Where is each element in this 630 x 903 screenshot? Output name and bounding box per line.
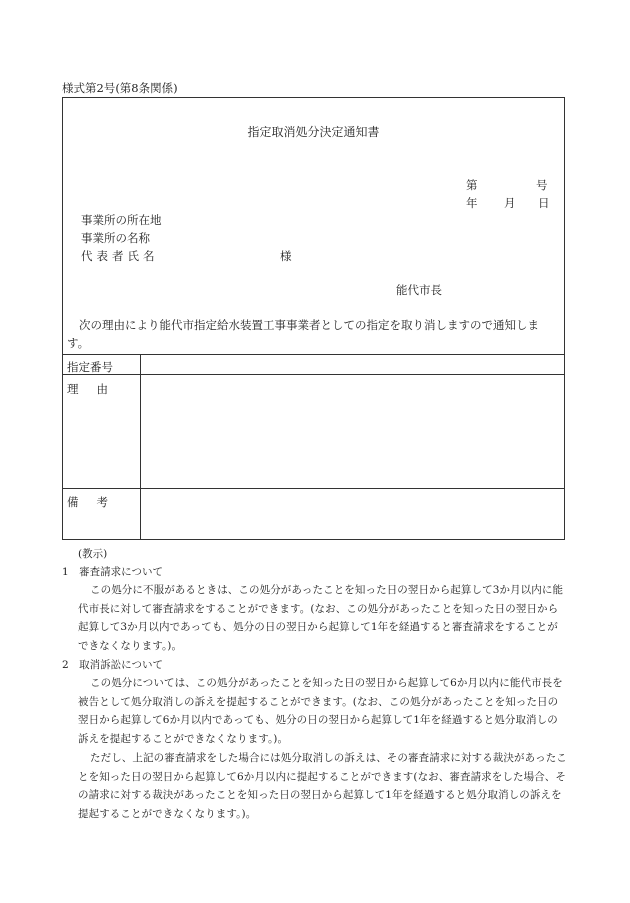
- remarks-label: 備考: [67, 495, 126, 509]
- instructions-heading: (教示): [78, 548, 108, 560]
- table-row-divider: [63, 374, 564, 375]
- notice-body: 次の理由により能代市指定給水装置工事事業者としての指定を取り消しますので通知します。: [67, 318, 539, 350]
- designation-number-label: 指定番号: [67, 360, 113, 374]
- table-top-border: [63, 354, 564, 355]
- form-number: 様式第2号(第8条関係): [62, 81, 178, 95]
- representative-label: 代表者氏名: [81, 249, 159, 263]
- section-title-lawsuit: 2 取消訴訟について: [62, 659, 163, 671]
- document-title: 指定取消処分決定通知書: [247, 125, 380, 139]
- number-prefix: 第: [466, 178, 478, 192]
- address-label: 事業所の所在地: [81, 213, 162, 227]
- notice-frame: [62, 97, 565, 540]
- number-suffix: 号: [536, 178, 548, 192]
- business-name-label: 事業所の名称: [81, 231, 150, 245]
- date-month-label: 月: [504, 196, 516, 210]
- lawsuit-paragraph: この処分については、この処分があったことを知った日の翌日から起算して6か月以内に能代市長を被告として処分取消しの訴えを提起することができます。(なお、この処分があったことを知った日の翌日から起算して6か月以内であっても、処分の日の翌日から起算して1年を経過すると処分取消しの訴えを提起することができなくなります。)。: [78, 677, 563, 745]
- appeal-paragraph: この処分に不服があるときは、この処分があったことを知った日の翌日から起算して3か月以内に能代市長に対して審査請求をすることができます。(なお、この処分があったことを知った日の翌日から起算して3か月以内であっても、処分の日の翌日から起算して1年を経過すると審査請求をすることができなくなります。)。: [78, 584, 564, 652]
- issuer-name: 能代市長: [396, 283, 442, 297]
- lawsuit-proviso-paragraph: ただし、上記の審査請求をした場合には処分取消しの訴えは、その審査請求に対する裁決があったことを知った日の翌日から起算して6か月以内に提起することができます(なお、審査請求をした場合、その請求に対する裁決があったことを知った日の翌日から起算して1年を経過すると処分取消しの訴えを提起することができなくなります。)。: [78, 752, 567, 820]
- date-day-label: 日: [538, 196, 550, 210]
- honorific: 様: [280, 249, 292, 263]
- section-title-appeal: 1 審査請求について: [62, 566, 163, 578]
- table-row-divider: [63, 488, 564, 489]
- reason-label: 理由: [67, 382, 126, 396]
- date-year-label: 年: [466, 196, 478, 210]
- table-column-divider: [140, 354, 141, 540]
